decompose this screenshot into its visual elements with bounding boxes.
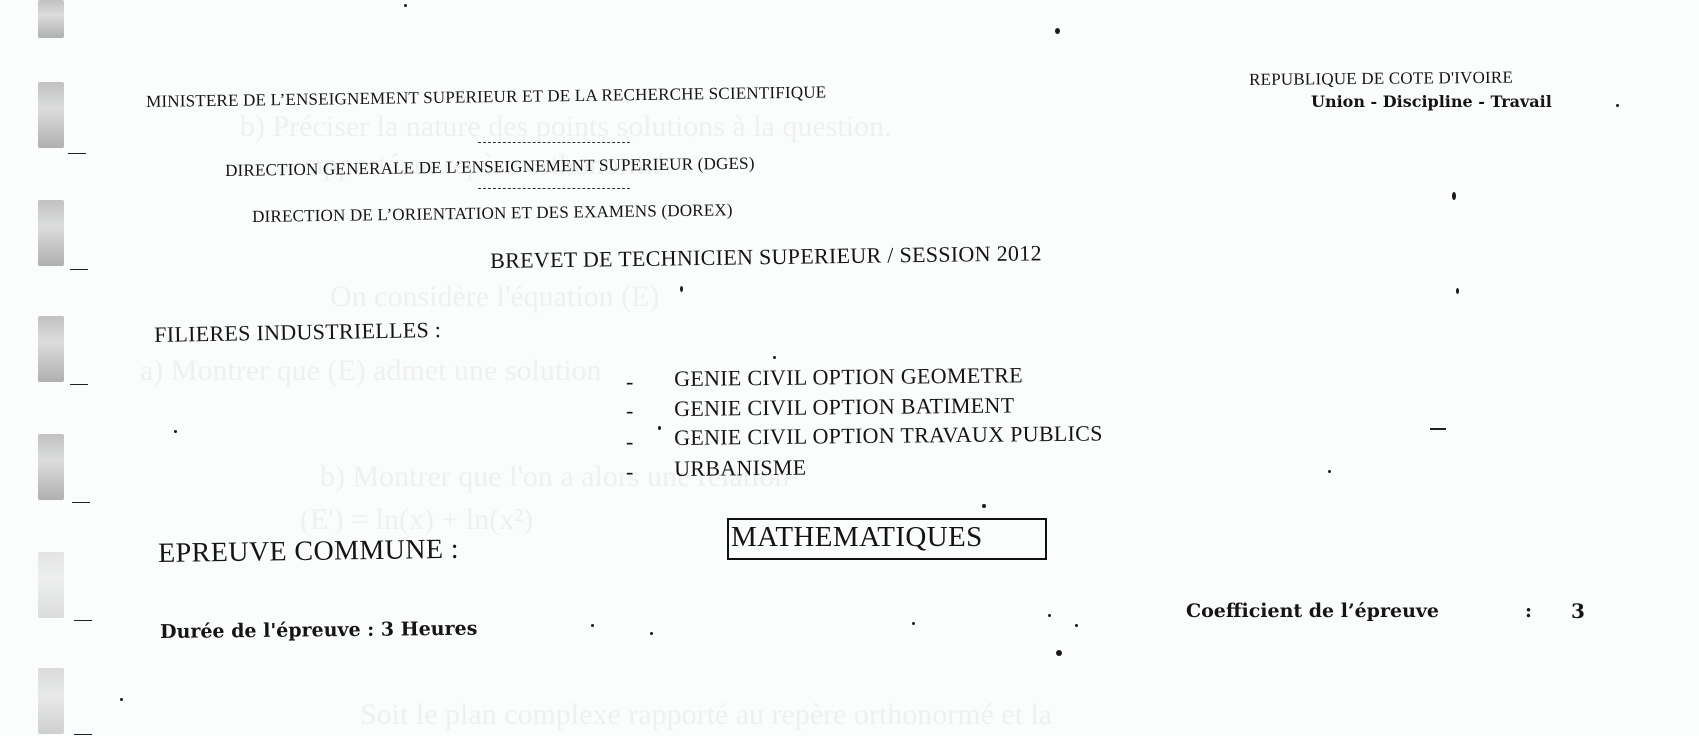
direction-general-heading: DIRECTION GENERALE DE L’ENSEIGNEMENT SUPERIEUR (DGES) <box>224 153 755 180</box>
list-item: URBANISME <box>673 454 807 481</box>
coefficient-separator: : <box>1525 600 1533 622</box>
binder-hole-mark <box>38 668 64 734</box>
binder-hole-mark <box>38 200 64 266</box>
binder-hole-mark <box>38 82 64 148</box>
duration-text: Durée de l'épreuve : 3 Heures <box>159 617 478 643</box>
header-separator <box>478 188 630 189</box>
binder-hole-mark <box>38 0 64 38</box>
list-item: GENIE CIVIL OPTION GEOMETRE <box>673 362 1024 391</box>
epreuve-label: EPREUVE COMMUNE : <box>157 533 460 569</box>
binder-hole-mark <box>38 316 64 382</box>
list-item: GENIE CIVIL OPTION BATIMENT <box>673 392 1015 421</box>
direction-orientation-heading: DIRECTION DE L’ORIENTATION ET DES EXAMENS (DOREX) <box>251 200 733 226</box>
list-bullet: - <box>626 398 634 423</box>
coefficient-label: Coefficient de l’épreuve <box>1186 600 1440 622</box>
exam-title: BREVET DE TECHNICIEN SUPERIEUR / SESSION 2012 <box>489 240 1042 273</box>
list-bullet: - <box>626 459 634 484</box>
national-motto: Union - Discipline - Travail <box>1311 92 1552 111</box>
ministry-heading: MINISTERE DE L’ENSEIGNEMENT SUPERIEUR ET DE LA RECHERCHE SCIENTIFIQUE <box>145 82 827 111</box>
coefficient-value: 3 <box>1571 599 1585 623</box>
list-bullet: - <box>626 369 634 394</box>
list-bullet: - <box>626 429 634 454</box>
filieres-label: FILIERES INDUSTRIELLES : <box>153 316 442 347</box>
header-separator <box>478 142 630 143</box>
binder-hole-mark <box>38 434 64 500</box>
binder-hole-mark <box>38 552 64 618</box>
republic-heading: REPUBLIQUE DE COTE D'IVOIRE <box>1248 67 1514 89</box>
list-item: GENIE CIVIL OPTION TRAVAUX PUBLICS <box>673 420 1103 450</box>
subject-title: MATHEMATIQUES <box>731 521 983 553</box>
